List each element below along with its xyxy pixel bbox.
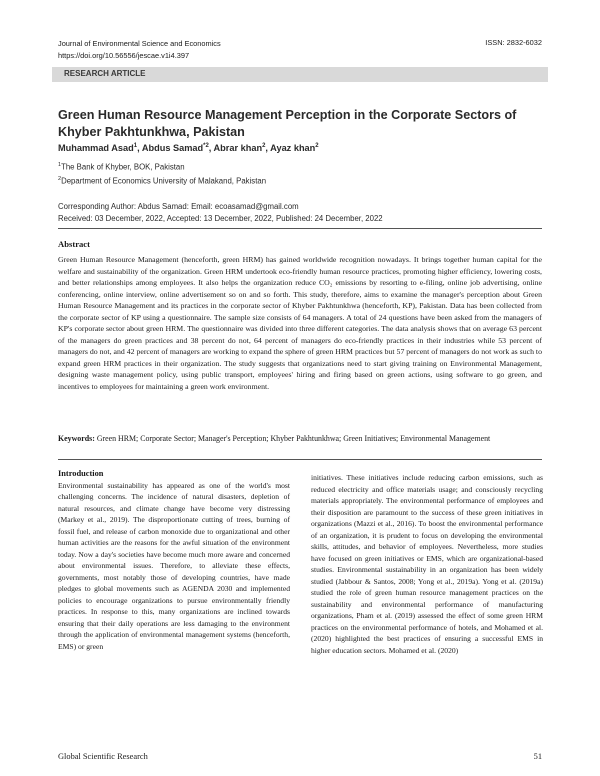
introduction-heading: Introduction — [58, 469, 104, 478]
body-column-right — [311, 472, 543, 656]
author-affiliation-marker: *2 — [203, 143, 209, 149]
keywords — [58, 433, 542, 445]
affiliation-2 — [58, 176, 266, 186]
author-affiliation-marker: 1 — [133, 143, 138, 149]
author-affiliation-marker: 2 — [262, 143, 266, 149]
body-column-left — [58, 468, 290, 652]
page-number: 51 — [533, 752, 542, 761]
divider — [58, 228, 542, 229]
paper-title: Green Human Resource Management Perception in the Corporate Sectors of Khyber Pakhtunkhwa, Pakistan — [58, 108, 517, 139]
author-name: Ayaz khan — [270, 143, 316, 154]
article-type-label: RESEARCH ARTICLE — [64, 69, 146, 78]
affiliation-text: Department of Economics University of Malakand, Pakistan — [61, 176, 267, 186]
author-name: Abrar khan — [213, 143, 263, 154]
affiliation-text: The Bank of Khyber, BOK, Pakistan — [61, 162, 185, 172]
footer-publisher: Global Scientific Research — [58, 752, 148, 761]
author-name: Muhammad Asad — [58, 143, 134, 154]
body-paragraph: initiatives. These initiatives include reducing carbon emissions, such as reduced electricity and office materials usage; and consciously recycling materials appropriately. The environmental performance of employees and their disposition are paramount to the success of these green initiatives in organizations (Mazzi et al., 2016). To boost the environmental performance of an organization, it is prudent to focus on developing the environmental skills, attitudes, and behavior of employees. Nevertheless, more studies have focused on green initiatives or EMS, which are organizational-based studies. Environmental sustainability in an organization has been widely studied (Jabbour & Santos, 2008; Yong et al., 2019a). Yong et al. (2019a) studied the role of green human resource management practices on the sustainability and environmental performance of manufacturing organizations, Pham et al. (2019) assessed the effect of some green HRM practices on the environmental performance of hotels, and Mohamed et al. (2020) highlighted the best practices of ensuring a successful EMS in higher education sectors. Mohamed et al. (2020) — [311, 473, 543, 655]
publication-dates: Received: 03 December, 2022, Accepted: 13 December, 2022, Published: 24 December, 2022 — [58, 214, 383, 223]
doi-link[interactable]: https://doi.org/10.56556/jescae.v1i4.397 — [58, 51, 190, 60]
article-type-banner — [52, 67, 548, 82]
divider — [58, 459, 542, 460]
author-affiliation-marker: 2 — [315, 143, 319, 149]
correspondence-block — [58, 201, 383, 225]
abstract-heading: Abstract — [58, 239, 90, 249]
abstract-text: Green Human Resource Management (henceforth, green HRM) has gained worldwide recognition nowadays. It brings together human capital for the welfare and sustainability of the organization. Green HRM undertook eco-friendly human resource practices, promoting higher efficiency, lowering costs, and better relationships among employees. It also helps the organization reduce CO₂ emissions by resorting to e-filing, online job advertising, online conferencing, online interview, online advertisement so on and so forth. This study, therefore, aims to examine the manager's perception about Green Human Resource Management and its practices in the corporate sector of Khyber Pakhtunkhwa (henceforth, KP), Pakistan. Data has been collected from the corporate sector of KP using a questionnaire. The sample size consists of 64 managers. A total of 24 questions have been asked from the managers of KP's corporate sector about green HRM. The questionnaire was divided into three different categories. The data analysis shows that on average 63 percent of the managers do green practices and 38 percent do not, 64 percent of managers do eco-friendly practices in their industries while 53 percent of managers do not, and 42 percent of managers are working to expand the sphere of green HRM practices but 57 percent of managers do not work as such to expand green HRM practices in their organization. The study suggests that organizations need to start giving training on Environmental Management, designing waste management policy, using public transport, employees' hiring and firing based on green actions, using software to go green, and incentives to employees for maintaining a green work environment. — [58, 255, 542, 391]
running-header — [58, 38, 221, 62]
author-list: Muhammad Asad$^1$, Abdus Samad$^{*2}$, Abrar khan$^2$, Ayaz khan$^2$ — [58, 143, 319, 154]
affiliation-1 — [58, 162, 185, 172]
issn: ISSN: 2832-6032 — [485, 38, 542, 47]
corresponding-author: Corresponding Author: Abdus Samad: Email: ecoasamad@gmail.com — [58, 202, 299, 211]
journal-name: Journal of Environmental Science and Economics — [58, 39, 221, 48]
body-paragraph: Environmental sustainability has appeared as one of the world's most challenging concerns. The incidence of natural disasters, depletion of natural resources, and climate change have become very distressing (Markey et al., 2019). The disproportionate cutting of trees, burning of fossil fuel, and release of carbon monoxide due to organizational and other human activities are the reasons for the awful situation of the environment today. Now a day's societies have become much more aware and concerned about environmental issues. Therefore, to alleviate these effects, governments, most notably those of developing countries, have made pledges to global movements such as AGENDA 2030 and implemented policies to encourage organizations to pursue environmentally friendly practices. In response to this, many organizations are inclined towards ensuring that their daily operations are less damaging to the environment through the application of environmental management systems (henceforth, EMS) or green — [58, 480, 290, 651]
affiliation-marker: 2 — [58, 176, 62, 182]
author-name: Abdus Samad — [141, 143, 204, 154]
keywords-label: Keywords: — [58, 434, 95, 443]
affiliation-marker: 1 — [58, 162, 62, 168]
keywords-text: Green HRM; Corporate Sector; Manager's Perception; Khyber Pakhtunkhwa; Green Initiatives; Environmental Management — [96, 434, 491, 443]
